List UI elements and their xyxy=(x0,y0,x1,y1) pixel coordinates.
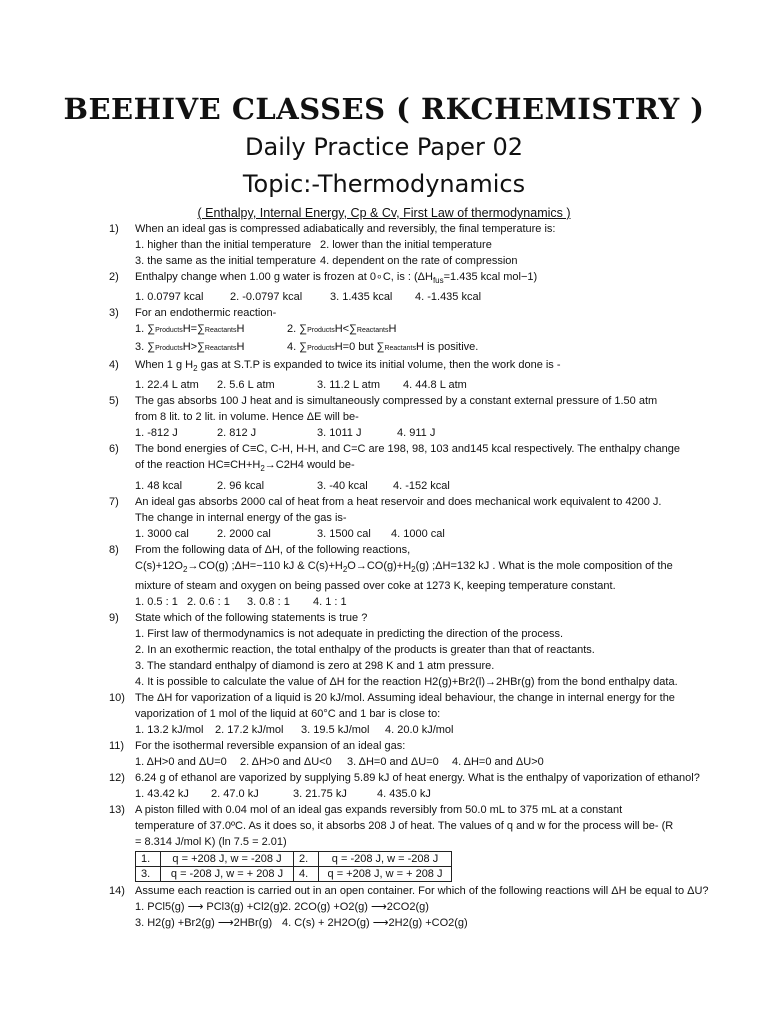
option-1: 1. -812 J xyxy=(135,427,178,440)
option-2: 2. 17.2 kJ/mol xyxy=(215,723,284,736)
question-text: Enthalpy change when 1.00 g water is frozen at 0∘C, is : ($\Delta H_{fus}=1.435$ kcal mol−1) xyxy=(135,271,538,286)
question-text: State which of the following statements is true ? xyxy=(135,611,368,624)
option-2: 2. 2CO(g) +O2(g) ⟶2CO2(g) xyxy=(282,900,429,913)
option-2: 2. lower than the initial temperature xyxy=(320,239,492,251)
option-2: 2. In an exothermic reaction, the total enthalpy of the products is greater than that of reactants. xyxy=(135,643,595,656)
option-4: 4. -152 kcal xyxy=(393,479,450,492)
option-1: 1. 48 kcal xyxy=(135,479,183,492)
option-1: 1. 0.5 : 1 xyxy=(135,595,178,608)
option-1: 1. 13.2 kJ/mol xyxy=(135,723,204,736)
option-2: 2. -0.0797 kcal xyxy=(230,291,303,304)
question-text: The ΔH for vaporization of a liquid is 20 kJ/mol. Assuming ideal behaviour, the change in internal energy for the vaporization of 1 mol of the liquid at 60°C and 1 bar is close to: xyxy=(135,691,675,720)
question-text: 6.24 g of ethanol are vaporized by supplying 5.89 kJ of heat energy. What is the enthalpy of vaporization of ethanol? xyxy=(135,771,700,784)
subtopic-line: ( Enthalpy, Internal Energy, Cp & Cv, First Law of thermodynamics ) xyxy=(197,206,571,220)
option-1: 1. First law of thermodynamics is not adequate in predicting the direction of the process. xyxy=(135,627,563,640)
option-4: 4. 1000 cal xyxy=(391,527,445,540)
option-3: 3. the same as the initial temperature xyxy=(135,255,316,267)
option-4: 4. ΔH=0 and ΔU>0 xyxy=(452,755,544,768)
question-number: 10) xyxy=(109,691,125,704)
question-6 xyxy=(0,441,768,493)
option-4: 4. -1.435 kcal xyxy=(415,291,482,304)
option-3: 3. 1500 cal xyxy=(317,527,371,540)
option-4: 4. 44.8 L atm xyxy=(403,379,467,392)
option-1: 1. 43.42 kJ xyxy=(135,787,189,800)
option-value: q = -208 J, w = -208 J xyxy=(319,851,452,866)
question-number: 12) xyxy=(109,771,125,784)
question-number: 1) xyxy=(109,223,119,235)
option-2: 2. ∑ProductsH<∑ReactantsH xyxy=(287,323,397,336)
option-value: q = -208 J, w = + 208 J xyxy=(161,866,294,881)
option-4: 4. ∑ProductsH=0 but ∑ReactantsH is positive. xyxy=(287,341,479,354)
question-number: 4) xyxy=(109,359,119,372)
option-2: 2. 0.6 : 1 xyxy=(187,595,230,608)
option-3: 3. 21.75 kJ xyxy=(293,787,347,800)
option-3: 3. 1.435 kcal xyxy=(330,291,393,304)
question-number: 5) xyxy=(109,395,119,408)
option-number: 4. xyxy=(294,866,319,881)
question-text: For an endothermic reaction- xyxy=(135,307,277,320)
table-row xyxy=(136,866,452,881)
question-8 xyxy=(0,542,768,610)
question-11 xyxy=(0,738,768,770)
option-3: 3. ∑ProductsH>∑ReactantsH xyxy=(135,341,245,354)
question-number: 14) xyxy=(109,884,125,897)
question-2 xyxy=(0,269,768,305)
option-4: 4. 1 : 1 xyxy=(313,595,347,608)
option-number: 1. xyxy=(136,851,161,866)
option-4: 4. C(s) + 2H2O(g) ⟶2H2(g) +CO2(g) xyxy=(282,916,468,929)
question-text: The gas absorbs 100 J heat and is simultaneously compressed by a constant external pressure of 1.50 atm from 8 lit. to 2 lit. in volume. Hence ΔE will be- xyxy=(135,395,658,424)
question-number: 2) xyxy=(109,271,119,283)
option-3: 3. 1011 J xyxy=(317,427,362,440)
option-4: 4. 435.0 kJ xyxy=(377,787,431,800)
question-14 xyxy=(0,883,768,931)
option-4: 4. dependent on the rate of compression xyxy=(320,255,518,267)
institute-title: BEEHIVE CLASSES ( RKCHEMISTRY ) xyxy=(63,92,705,126)
question-1 xyxy=(0,221,768,269)
question-7 xyxy=(0,494,768,542)
option-3: 3. -40 kcal xyxy=(317,479,368,492)
option-number: 3. xyxy=(136,866,161,881)
question-number: 13) xyxy=(109,803,125,816)
option-value: q = +208 J, w = -208 J xyxy=(161,851,294,866)
option-4: 4. 20.0 kJ/mol xyxy=(385,723,454,736)
option-number: 2. xyxy=(294,851,319,866)
question-text: For the isothermal reversible expansion of an ideal gas: xyxy=(135,739,406,752)
question-text: The bond energies of C≡C, C-H, H-H, and C=C are 198, 98, 103 and145 kcal respectively. The enthalpy change of the reaction $HC\equiv CH+H_2\to C2H4$ would be- xyxy=(135,443,681,474)
option-2: 2. ΔH>0 and ΔU<0 xyxy=(240,755,332,768)
option-4: 4. It is possible to calculate the value of ΔH for the reaction H2(g)+Br2(l)→2HBr(g) from the bond enthalpy data. xyxy=(135,675,678,688)
question-text: When an ideal gas is compressed adiabatically and reversibly, the final temperature is: xyxy=(135,223,556,235)
option-2: 2. 812 J xyxy=(217,427,257,440)
question-9 xyxy=(0,610,768,690)
option-1: 1. 3000 cal xyxy=(135,527,189,540)
option-1: 1. ∑ProductsH=∑ReactantsH xyxy=(135,323,245,336)
option-2: 2. 2000 cal xyxy=(217,527,271,540)
option-3: 3. ΔH=0 and ΔU=0 xyxy=(347,755,439,768)
question-number: 6) xyxy=(109,443,119,456)
question-text: When 1 g $H_2$ gas at S.T.P is expanded to twice its initial volume, then the work done is - xyxy=(135,359,561,374)
table-row xyxy=(136,851,452,866)
question-12 xyxy=(0,770,768,802)
question-number: 9) xyxy=(109,611,119,624)
option-3: 3. H2(g) +Br2(g) ⟶2HBr(g) xyxy=(135,916,273,929)
option-2: 2. 96 kcal xyxy=(217,479,265,492)
option-2: 2. 47.0 kJ xyxy=(211,787,259,800)
question-text: Assume each reaction is carried out in an open container. For which of the following reactions will ΔH be equal to ΔU? xyxy=(135,884,709,897)
option-3: 3. The standard enthalpy of diamond is zero at 298 K and 1 atm pressure. xyxy=(135,659,495,672)
question-text: From the following data of ΔH, of the following reactions, xyxy=(135,543,411,556)
option-value: q = +208 J, w = + 208 J xyxy=(319,866,452,881)
option-3: 3. 0.8 : 1 xyxy=(247,595,290,608)
option-1: 1. 22.4 L atm xyxy=(135,379,199,392)
option-3: 3. 11.2 L atm xyxy=(317,379,380,392)
reaction-data: $C(s)+12O_2\to CO(g)$ ;ΔH=−110 kJ & $C(s)+H_2O\to CO(g)+H_2(g)$ ;ΔH=132 kJ . What is the mole composition of the mixture of steam and oxygen on being passed over coke at 1273 K, keeping temperature constant. xyxy=(135,559,673,592)
option-1: 1. 0.0797 kcal xyxy=(135,291,204,304)
question-4 xyxy=(0,357,768,393)
option-1: 1. ΔH>0 and ΔU=0 xyxy=(135,755,227,768)
question-text: An ideal gas absorbs 2000 cal of heat from a heat reservoir and does mechanical work equivalent to 4200 J. The change in internal energy of the gas is- xyxy=(135,495,662,524)
option-4: 4. 911 J xyxy=(397,427,436,440)
question-text: A piston filled with 0.04 mol of an ideal gas expands reversibly from 50.0 mL to 375 mL at a constant temperature of 37.0ºC. As it does so, it absorbs 208 J of heat. The values of q and w for the process will be- (R = 8.314 J/mol K) (ln 7.5 = 2.01) xyxy=(135,803,674,848)
topic-title: Topic:-Thermodynamics xyxy=(242,170,526,198)
option-3: 3. 19.5 kJ/mol xyxy=(301,723,370,736)
question-3 xyxy=(0,305,768,357)
question-number: 8) xyxy=(109,543,119,556)
question-list xyxy=(0,221,768,931)
option-1: 1. higher than the initial temperature xyxy=(135,239,312,251)
options-table xyxy=(135,851,452,882)
question-5 xyxy=(0,393,768,441)
question-13 xyxy=(0,802,768,882)
option-2: 2. 5.6 L atm xyxy=(217,379,275,392)
paper-title: Daily Practice Paper 02 xyxy=(245,133,523,161)
question-10 xyxy=(0,690,768,738)
question-number: 3) xyxy=(109,307,119,320)
option-1: 1. PCl5(g) ⟶ PCl3(g) +Cl2(g) xyxy=(135,900,284,913)
question-number: 7) xyxy=(109,495,119,508)
question-number: 11) xyxy=(109,739,125,752)
